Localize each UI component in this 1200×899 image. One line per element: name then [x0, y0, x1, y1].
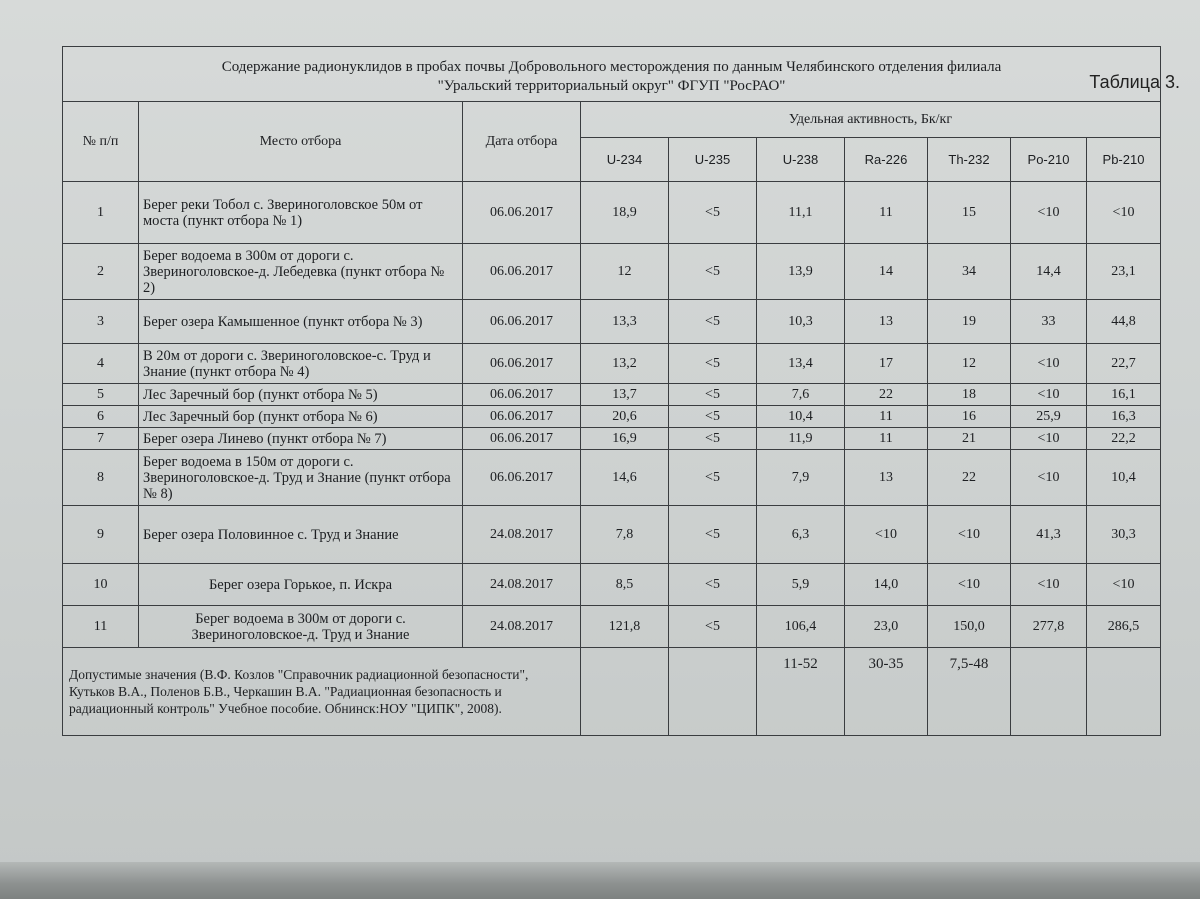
- limit-value: 30-35: [845, 648, 928, 736]
- activity-value: 21: [928, 428, 1011, 450]
- activity-value: <5: [669, 406, 757, 428]
- sampling-date: 24.08.2017: [463, 506, 581, 564]
- limit-value: [581, 648, 669, 736]
- sampling-date: 06.06.2017: [463, 406, 581, 428]
- activity-value: 8,5: [581, 564, 669, 606]
- activity-value: 11: [845, 428, 928, 450]
- activity-value: 11: [845, 406, 928, 428]
- limits-note: Допустимые значения (В.Ф. Козлов "Справочник радиационной безопасности", Кутьков В.А., Поленов Б.В., Черкашин В.А. "Радиационная безопасность и радиационный контроль" Учебное пособие. Обнинск:НОУ "ЦИПК", 2008).: [63, 648, 581, 736]
- table-row: [63, 606, 1161, 648]
- activity-value: <5: [669, 300, 757, 344]
- activity-value: 16,1: [1087, 384, 1161, 406]
- activity-value: 7,8: [581, 506, 669, 564]
- activity-value: 106,4: [757, 606, 845, 648]
- activity-value: <10: [1087, 564, 1161, 606]
- activity-value: 12: [928, 344, 1011, 384]
- activity-value: 13,7: [581, 384, 669, 406]
- limit-value: [1011, 648, 1087, 736]
- activity-value: 20,6: [581, 406, 669, 428]
- header-activity: Удельная активность, Бк/кг: [581, 102, 1161, 138]
- table-row: [63, 344, 1161, 384]
- table-row: [63, 506, 1161, 564]
- activity-value: <5: [669, 564, 757, 606]
- activity-value: 13,3: [581, 300, 669, 344]
- header-isotope: U-234: [581, 138, 669, 182]
- sampling-date: 06.06.2017: [463, 450, 581, 506]
- activity-value: 277,8: [1011, 606, 1087, 648]
- activity-value: 13,9: [757, 244, 845, 300]
- sampling-site: Лес Заречный бор (пункт отбора № 5): [139, 384, 463, 406]
- activity-value: <5: [669, 244, 757, 300]
- limit-value: 7,5-48: [928, 648, 1011, 736]
- header-isotope: Pb-210: [1087, 138, 1161, 182]
- activity-value: 12: [581, 244, 669, 300]
- activity-value: <10: [1087, 182, 1161, 244]
- header-isotope: Th-232: [928, 138, 1011, 182]
- activity-value: <5: [669, 344, 757, 384]
- activity-value: <5: [669, 606, 757, 648]
- paper-edge-shadow: [0, 862, 1200, 899]
- sampling-site: Лес Заречный бор (пункт отбора № 6): [139, 406, 463, 428]
- row-number: 8: [63, 450, 139, 506]
- activity-value: 22,7: [1087, 344, 1161, 384]
- activity-value: 11: [845, 182, 928, 244]
- activity-value: 121,8: [581, 606, 669, 648]
- sampling-site: Берег водоема в 150м от дороги с. Звериноголовское-д. Труд и Знание (пункт отбора № 8): [139, 450, 463, 506]
- limits-row: [63, 648, 1161, 736]
- sampling-site: Берег озера Камышенное (пункт отбора № 3): [139, 300, 463, 344]
- activity-value: 11,1: [757, 182, 845, 244]
- row-number: 2: [63, 244, 139, 300]
- activity-value: <5: [669, 506, 757, 564]
- row-number: 3: [63, 300, 139, 344]
- activity-value: <5: [669, 450, 757, 506]
- activity-value: 14,6: [581, 450, 669, 506]
- activity-value: <10: [928, 506, 1011, 564]
- activity-value: <5: [669, 428, 757, 450]
- row-number: 6: [63, 406, 139, 428]
- activity-value: 17: [845, 344, 928, 384]
- row-number: 7: [63, 428, 139, 450]
- row-number: 11: [63, 606, 139, 648]
- activity-value: 10,4: [757, 406, 845, 428]
- caption-line-2: "Уральский территориальный округ" ФГУП "РосРАО": [437, 78, 786, 94]
- row-number: 1: [63, 182, 139, 244]
- activity-value: <5: [669, 182, 757, 244]
- activity-value: 10,4: [1087, 450, 1161, 506]
- activity-value: 7,6: [757, 384, 845, 406]
- activity-value: 6,3: [757, 506, 845, 564]
- row-number: 4: [63, 344, 139, 384]
- sampling-site: Берег водоема в 300м от дороги с. Звериноголовское-д. Труд и Знание: [139, 606, 463, 648]
- table-label: Таблица 3.: [1089, 72, 1180, 92]
- sampling-site: Берег реки Тобол с. Звериноголовское 50м от моста (пункт отбора № 1): [139, 182, 463, 244]
- activity-value: <10: [1011, 344, 1087, 384]
- activity-value: 18: [928, 384, 1011, 406]
- activity-value: 16,3: [1087, 406, 1161, 428]
- sampling-site: Берег озера Линево (пункт отбора № 7): [139, 428, 463, 450]
- activity-value: 18,9: [581, 182, 669, 244]
- table-row: [63, 300, 1161, 344]
- sampling-site: Берег озера Горькое, п. Искра: [139, 564, 463, 606]
- sampling-date: 06.06.2017: [463, 182, 581, 244]
- sampling-date: 24.08.2017: [463, 564, 581, 606]
- table-row: [63, 182, 1161, 244]
- sampling-date: 06.06.2017: [463, 244, 581, 300]
- activity-value: <10: [1011, 428, 1087, 450]
- activity-value: 23,0: [845, 606, 928, 648]
- table-row: [63, 428, 1161, 450]
- activity-value: <10: [1011, 450, 1087, 506]
- table-row: [63, 564, 1161, 606]
- sampling-site: Берег озера Половинное с. Труд и Знание: [139, 506, 463, 564]
- sampling-site: Берег водоема в 300м от дороги с. Звериноголовское-д. Лебедевка (пункт отбора № 2): [139, 244, 463, 300]
- activity-value: 13: [845, 450, 928, 506]
- activity-value: 44,8: [1087, 300, 1161, 344]
- activity-value: 22: [928, 450, 1011, 506]
- activity-value: <10: [1011, 182, 1087, 244]
- activity-value: <10: [1011, 384, 1087, 406]
- table-row: [63, 384, 1161, 406]
- document: [62, 46, 1180, 764]
- header-isotope: Ra-226: [845, 138, 928, 182]
- activity-value: 30,3: [1087, 506, 1161, 564]
- activity-value: 14,4: [1011, 244, 1087, 300]
- activity-value: 19: [928, 300, 1011, 344]
- activity-value: 11,9: [757, 428, 845, 450]
- limit-value: [1087, 648, 1161, 736]
- activity-value: 15: [928, 182, 1011, 244]
- header-number: № п/п: [63, 102, 139, 182]
- sampling-date: 06.06.2017: [463, 344, 581, 384]
- activity-value: 34: [928, 244, 1011, 300]
- activity-value: 22,2: [1087, 428, 1161, 450]
- activity-value: 33: [1011, 300, 1087, 344]
- activity-value: 150,0: [928, 606, 1011, 648]
- activity-value: <10: [928, 564, 1011, 606]
- activity-value: <10: [1011, 564, 1087, 606]
- row-number: 9: [63, 506, 139, 564]
- activity-value: 41,3: [1011, 506, 1087, 564]
- activity-value: 14: [845, 244, 928, 300]
- activity-value: 14,0: [845, 564, 928, 606]
- radionuclide-table: [62, 46, 1161, 736]
- table-row: [63, 406, 1161, 428]
- header-site: Место отбора: [139, 102, 463, 182]
- activity-value: 13: [845, 300, 928, 344]
- activity-value: <5: [669, 384, 757, 406]
- sampling-date: 24.08.2017: [463, 606, 581, 648]
- activity-value: 25,9: [1011, 406, 1087, 428]
- activity-value: 13,2: [581, 344, 669, 384]
- activity-value: 13,4: [757, 344, 845, 384]
- limit-value: [669, 648, 757, 736]
- limit-value: 11-52: [757, 648, 845, 736]
- table-row: [63, 244, 1161, 300]
- row-number: 5: [63, 384, 139, 406]
- activity-value: 286,5: [1087, 606, 1161, 648]
- caption-line-1: Содержание радионуклидов в пробах почвы Добровольного месторождения по данным Челябинского отделения филиала: [221, 59, 1002, 75]
- activity-value: 16: [928, 406, 1011, 428]
- header-date: Дата отбора: [463, 102, 581, 182]
- row-number: 10: [63, 564, 139, 606]
- activity-value: 22: [845, 384, 928, 406]
- header-isotope: U-235: [669, 138, 757, 182]
- activity-value: 5,9: [757, 564, 845, 606]
- table-row: [63, 450, 1161, 506]
- activity-value: 10,3: [757, 300, 845, 344]
- activity-value: 7,9: [757, 450, 845, 506]
- activity-value: 23,1: [1087, 244, 1161, 300]
- sampling-date: 06.06.2017: [463, 384, 581, 406]
- header-isotope: Po-210: [1011, 138, 1087, 182]
- table-caption: [63, 47, 1161, 102]
- activity-value: 16,9: [581, 428, 669, 450]
- sampling-date: 06.06.2017: [463, 428, 581, 450]
- activity-value: <10: [845, 506, 928, 564]
- header-isotope: U-238: [757, 138, 845, 182]
- sampling-date: 06.06.2017: [463, 300, 581, 344]
- sampling-site: В 20м от дороги с. Звериноголовское-с. Труд и Знание (пункт отбора № 4): [139, 344, 463, 384]
